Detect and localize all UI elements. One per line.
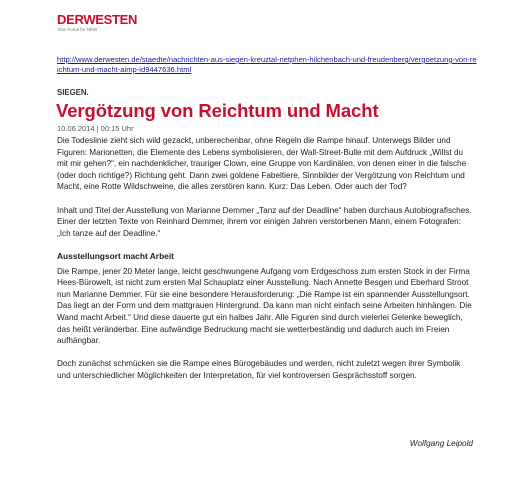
subheading: Ausstellungsort macht Arbeit [57,250,174,261]
paragraph-1: Die Todeslinie zieht sich wild gezackt, unberechenbar, ohne Regeln die Rampe hinauf. Unterwegs Bilder und Figuren: Marionetten, die Elemente des Lebens symbolisieren, der Wall-Street-Bulle mit dem Aufdruck „Willst du mit mir gehen?“, ein nachdenklicher, trauriger Clown, eine Gruppe von Kardinälen, von denen einer in die falsche (oder doch richtige?) Richtung geht. Dann zwei goldene Fabeltiere, Sinnbilder der Vergötzung von Reichtum und Macht, eine Rotte Wildschweine, die alles zerstören kann. Kurz: Das Leben. Oder auch der Tod? [57,136,467,192]
paragraph-2: Inhalt und Titel der Ausstellung von Marianne Demmer „Tanz auf der Deadline“ haben durchaus Autobiografisches. Einer der letzten Texte von Reinhard Demmer, ihrem vor einigen Jahren verstorbenen Mann, einem Fotografen: „Ich tanze auf der Deadline.“ [57,205,472,238]
paragraph-4: Doch zunächst schmücken sie die Rampe eines Bürogebäudes und werden, nicht zuletzt wegen ihrer Symbolik und unterschiedlicher Möglichkeiten der Interpretation, für viel kontroversen Gesprächsstoff sorgen. [57,359,461,380]
location-kicker: SIEGEN. [57,88,89,97]
article-body [57,135,475,381]
logo-tagline: Das Portal für NRW [58,27,98,32]
derwesten-logo [57,12,138,38]
source-url-link[interactable]: http://www.derwesten.de/staedte/nachrichten-aus-siegen-kreuztal-netphen-hilchenbach-und-freudenberg/vergoetzung-von-reichtum-und-macht-aimp-id9447636.html [57,55,477,74]
paragraph-3: Die Rampe, jener 20 Meter lange, leicht geschwungene Aufgang vom Erdgeschoss zum ersten Stock in der Firma Hees-Bürowelt, ist nicht zum ersten Mal Schauplatz einer Ausstellung. Nach Annette Besgen und Eberhard Stroot nun Marianne Demmer. Für sie eine besondere Herausforderung: „Die Rampe ist ein spannender Ausstellungsort. Das liegt an der Form und dem mattgrauen Hintergrund. Da kann man nicht einfach seine Arbeiten hinhängen. Die Wand macht Arbeit.“ Und diese dauerte gut ein halbes Jahr. Alle Figuren sind durch vielerlei Gelenke beweglich, das heißt veränderbar. Eine aufwändige Bedruckung macht sie wetterbeständig und dadurch auch im Freien aufhängbar. [57,266,472,346]
logo-wordmark: DERWESTEN [57,12,138,27]
author-byline: Wolfgang Leipold [409,439,473,448]
article-dateline: 10.06.2014 | 00:15 Uhr [57,124,134,133]
article-headline: Vergötzung von Reichtum und Macht [56,100,379,121]
